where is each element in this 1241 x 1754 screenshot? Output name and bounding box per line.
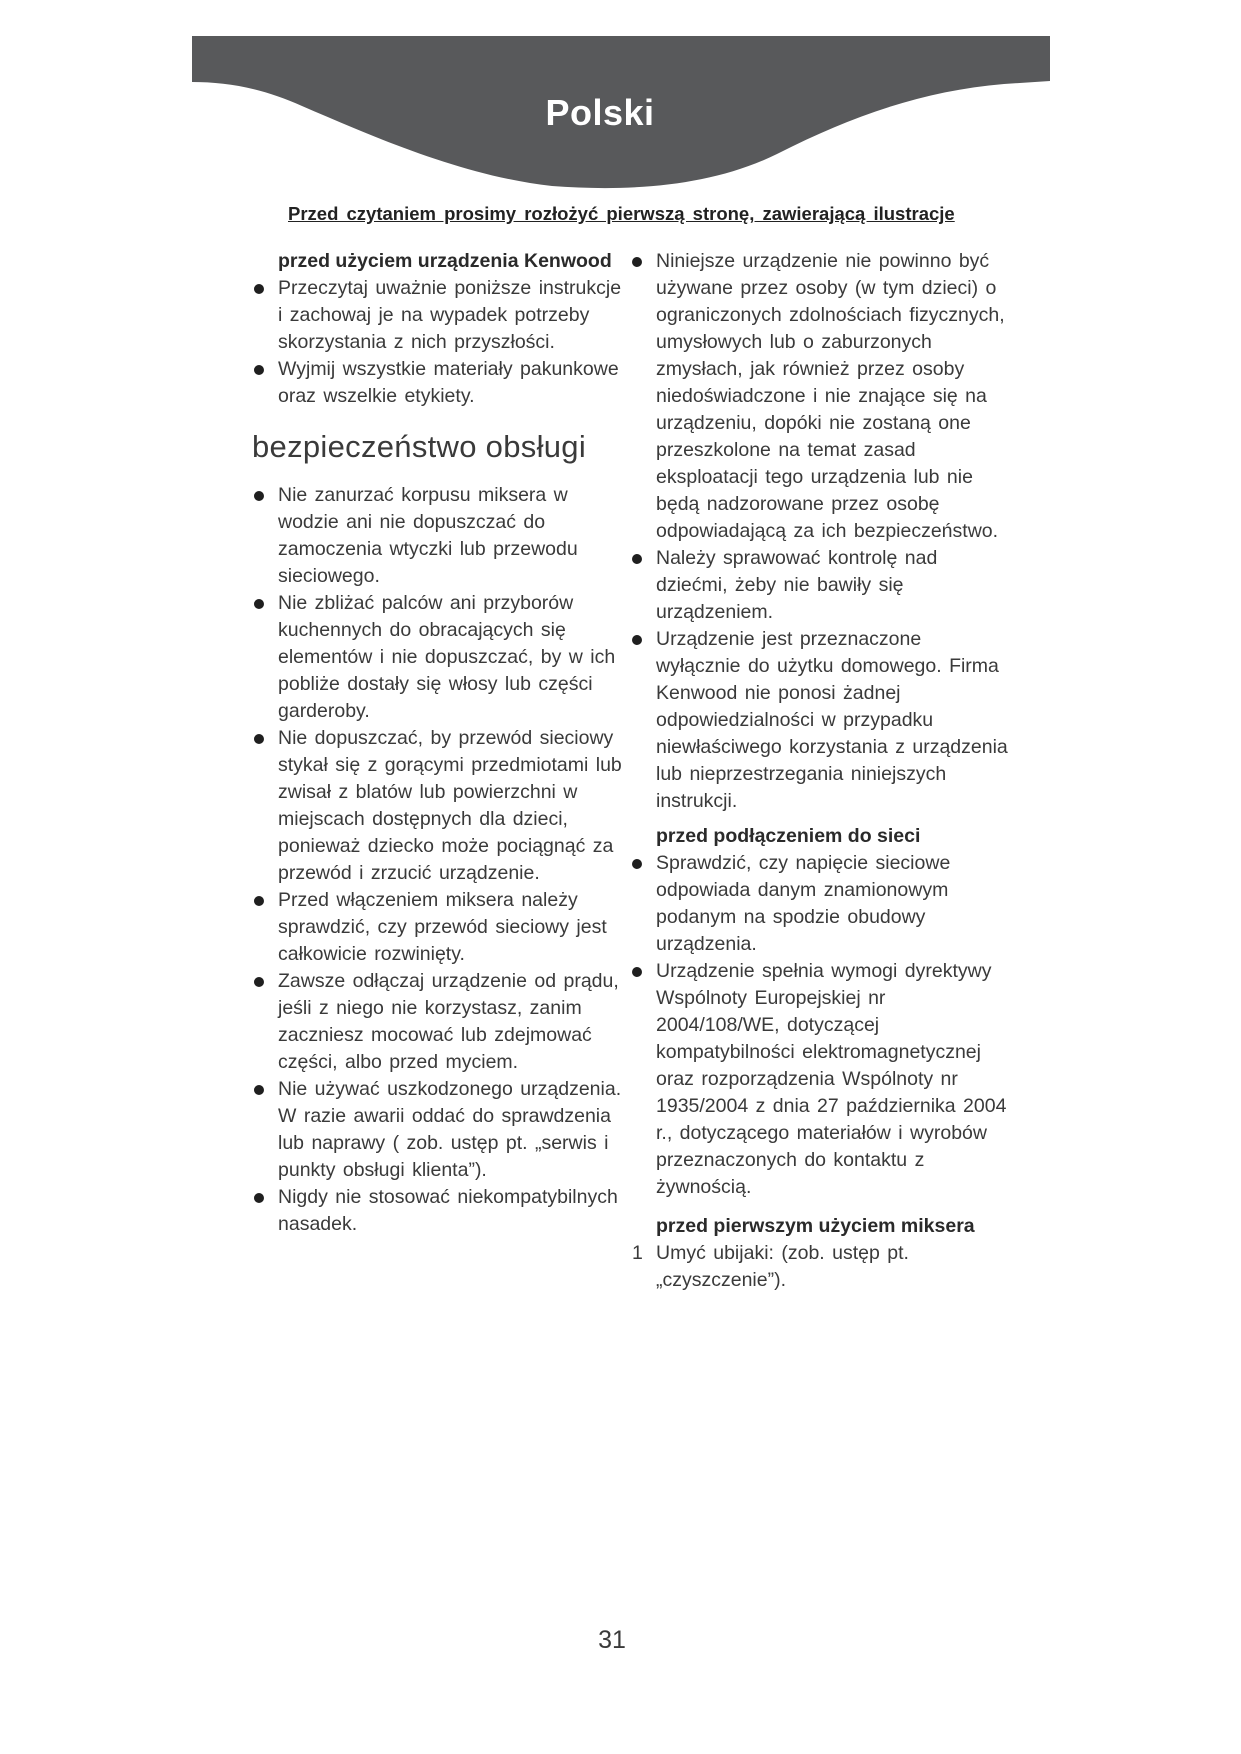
list-item: Przeczytaj uważnie poniższe instrukcje i zachowaj je na wypadek potrzeby skorzystania z nich przyszłości. (252, 275, 630, 356)
first-use-steps (630, 1240, 1012, 1294)
list-item: Urządzenie jest przeznaczone wyłącznie do użytku domowego. Firma Kenwood nie ponosi żadnej odpowiedzialności w przypadku niewłaściwego korzystania z urządzenia lub nieprzestrzegania niniejszych instrukcji. (630, 626, 1012, 815)
list-item: Wyjmij wszystkie materiały pakunkowe oraz wszelkie etykiety. (252, 356, 630, 410)
right-column (630, 248, 1012, 1294)
list-item: Urządzenie spełnia wymogi dyrektywy Wspólnoty Europejskiej nr 2004/108/WE, dotyczącej kompatybilności elektromagnetycznej oraz rozporządzenia Wspólnoty nr 1935/2004 z dnia 27 października 2004 r., dotyczącego materiałów i wyrobów przeznaczonych do kontaktu z żywnością. (630, 958, 1012, 1201)
step-number: 1 (632, 1242, 643, 1264)
list-item: Nie dopuszczać, by przewód sieciowy stykał się z gorącymi przedmiotami lub zwisał z blatów lub powierzchni w miejscach dostępnych dla dzieci, ponieważ dziecko może pociągnąć za przewód i zrzucić urządzenie. (252, 725, 630, 887)
step-text: Umyć ubijaki: (zob. ustęp pt. „czyszczenie”). (656, 1242, 909, 1291)
left-column (252, 248, 630, 1238)
list-item: Przed włączeniem miksera należy sprawdzić, czy przewód sieciowy jest całkowicie rozwinięty. (252, 887, 630, 968)
list-item: Niniejsze urządzenie nie powinno być używane przez osoby (w tym dzieci) o ograniczonych zdolnościach fizycznych, umysłowych lub o zaburzonych zmysłach, jak również przez osoby niedoświadczone i nie znające się na urządzeniu, dopóki nie zostaną one przeszkolone na temat zasad eksploatacji tego urządzenia lub nie będą nadzorowane przez osobę odpowiadającą za ich bezpieczeństwo. (630, 248, 1012, 545)
list-item: Nie zbliżać palców ani przyborów kuchennych do obracających się elementów i nie dopuszczać, by w ich pobliże dostały się włosy lub części garderoby. (252, 590, 630, 725)
page-number: 31 (598, 1626, 626, 1654)
mains-heading: przed podłączeniem do sieci (656, 825, 921, 847)
first-use-heading: przed pierwszym użyciem miksera (656, 1215, 975, 1237)
mains-list (630, 850, 1012, 1201)
before-use-list (252, 275, 630, 410)
list-item: Sprawdzić, czy napięcie sieciowe odpowiada danym znamionowym podanym na spodzie obudowy urządzenia. (630, 850, 1012, 958)
step-item (630, 1240, 1012, 1294)
intro-instruction: Przed czytaniem prosimy rozłożyć pierwszą stronę, zawierającą ilustracje (288, 203, 955, 224)
safety-list-continued (630, 248, 1012, 815)
section-language-title: Polski (545, 92, 655, 133)
safety-list (252, 482, 630, 1238)
list-item: Należy sprawować kontrolę nad dziećmi, żeby nie bawiły się urządzeniem. (630, 545, 1012, 626)
safety-heading: bezpieczeństwo obsługi (252, 429, 587, 464)
before-use-heading: przed użyciem urządzenia Kenwood (278, 250, 612, 272)
list-item: Zawsze odłączaj urządzenie od prądu, jeśli z niego nie korzystasz, zanim zaczniesz mocować lub zdejmować części, albo przed myciem. (252, 968, 630, 1076)
list-item: Nigdy nie stosować niekompatybilnych nasadek. (252, 1184, 630, 1238)
list-item: Nie zanurzać korpusu miksera w wodzie ani nie dopuszczać do zamoczenia wtyczki lub przewodu sieciowego. (252, 482, 630, 590)
list-item: Nie używać uszkodzonego urządzenia. W razie awarii oddać do sprawdzenia lub naprawy ( zob. ustęp pt. „serwis i punkty obsługi klienta”). (252, 1076, 630, 1184)
